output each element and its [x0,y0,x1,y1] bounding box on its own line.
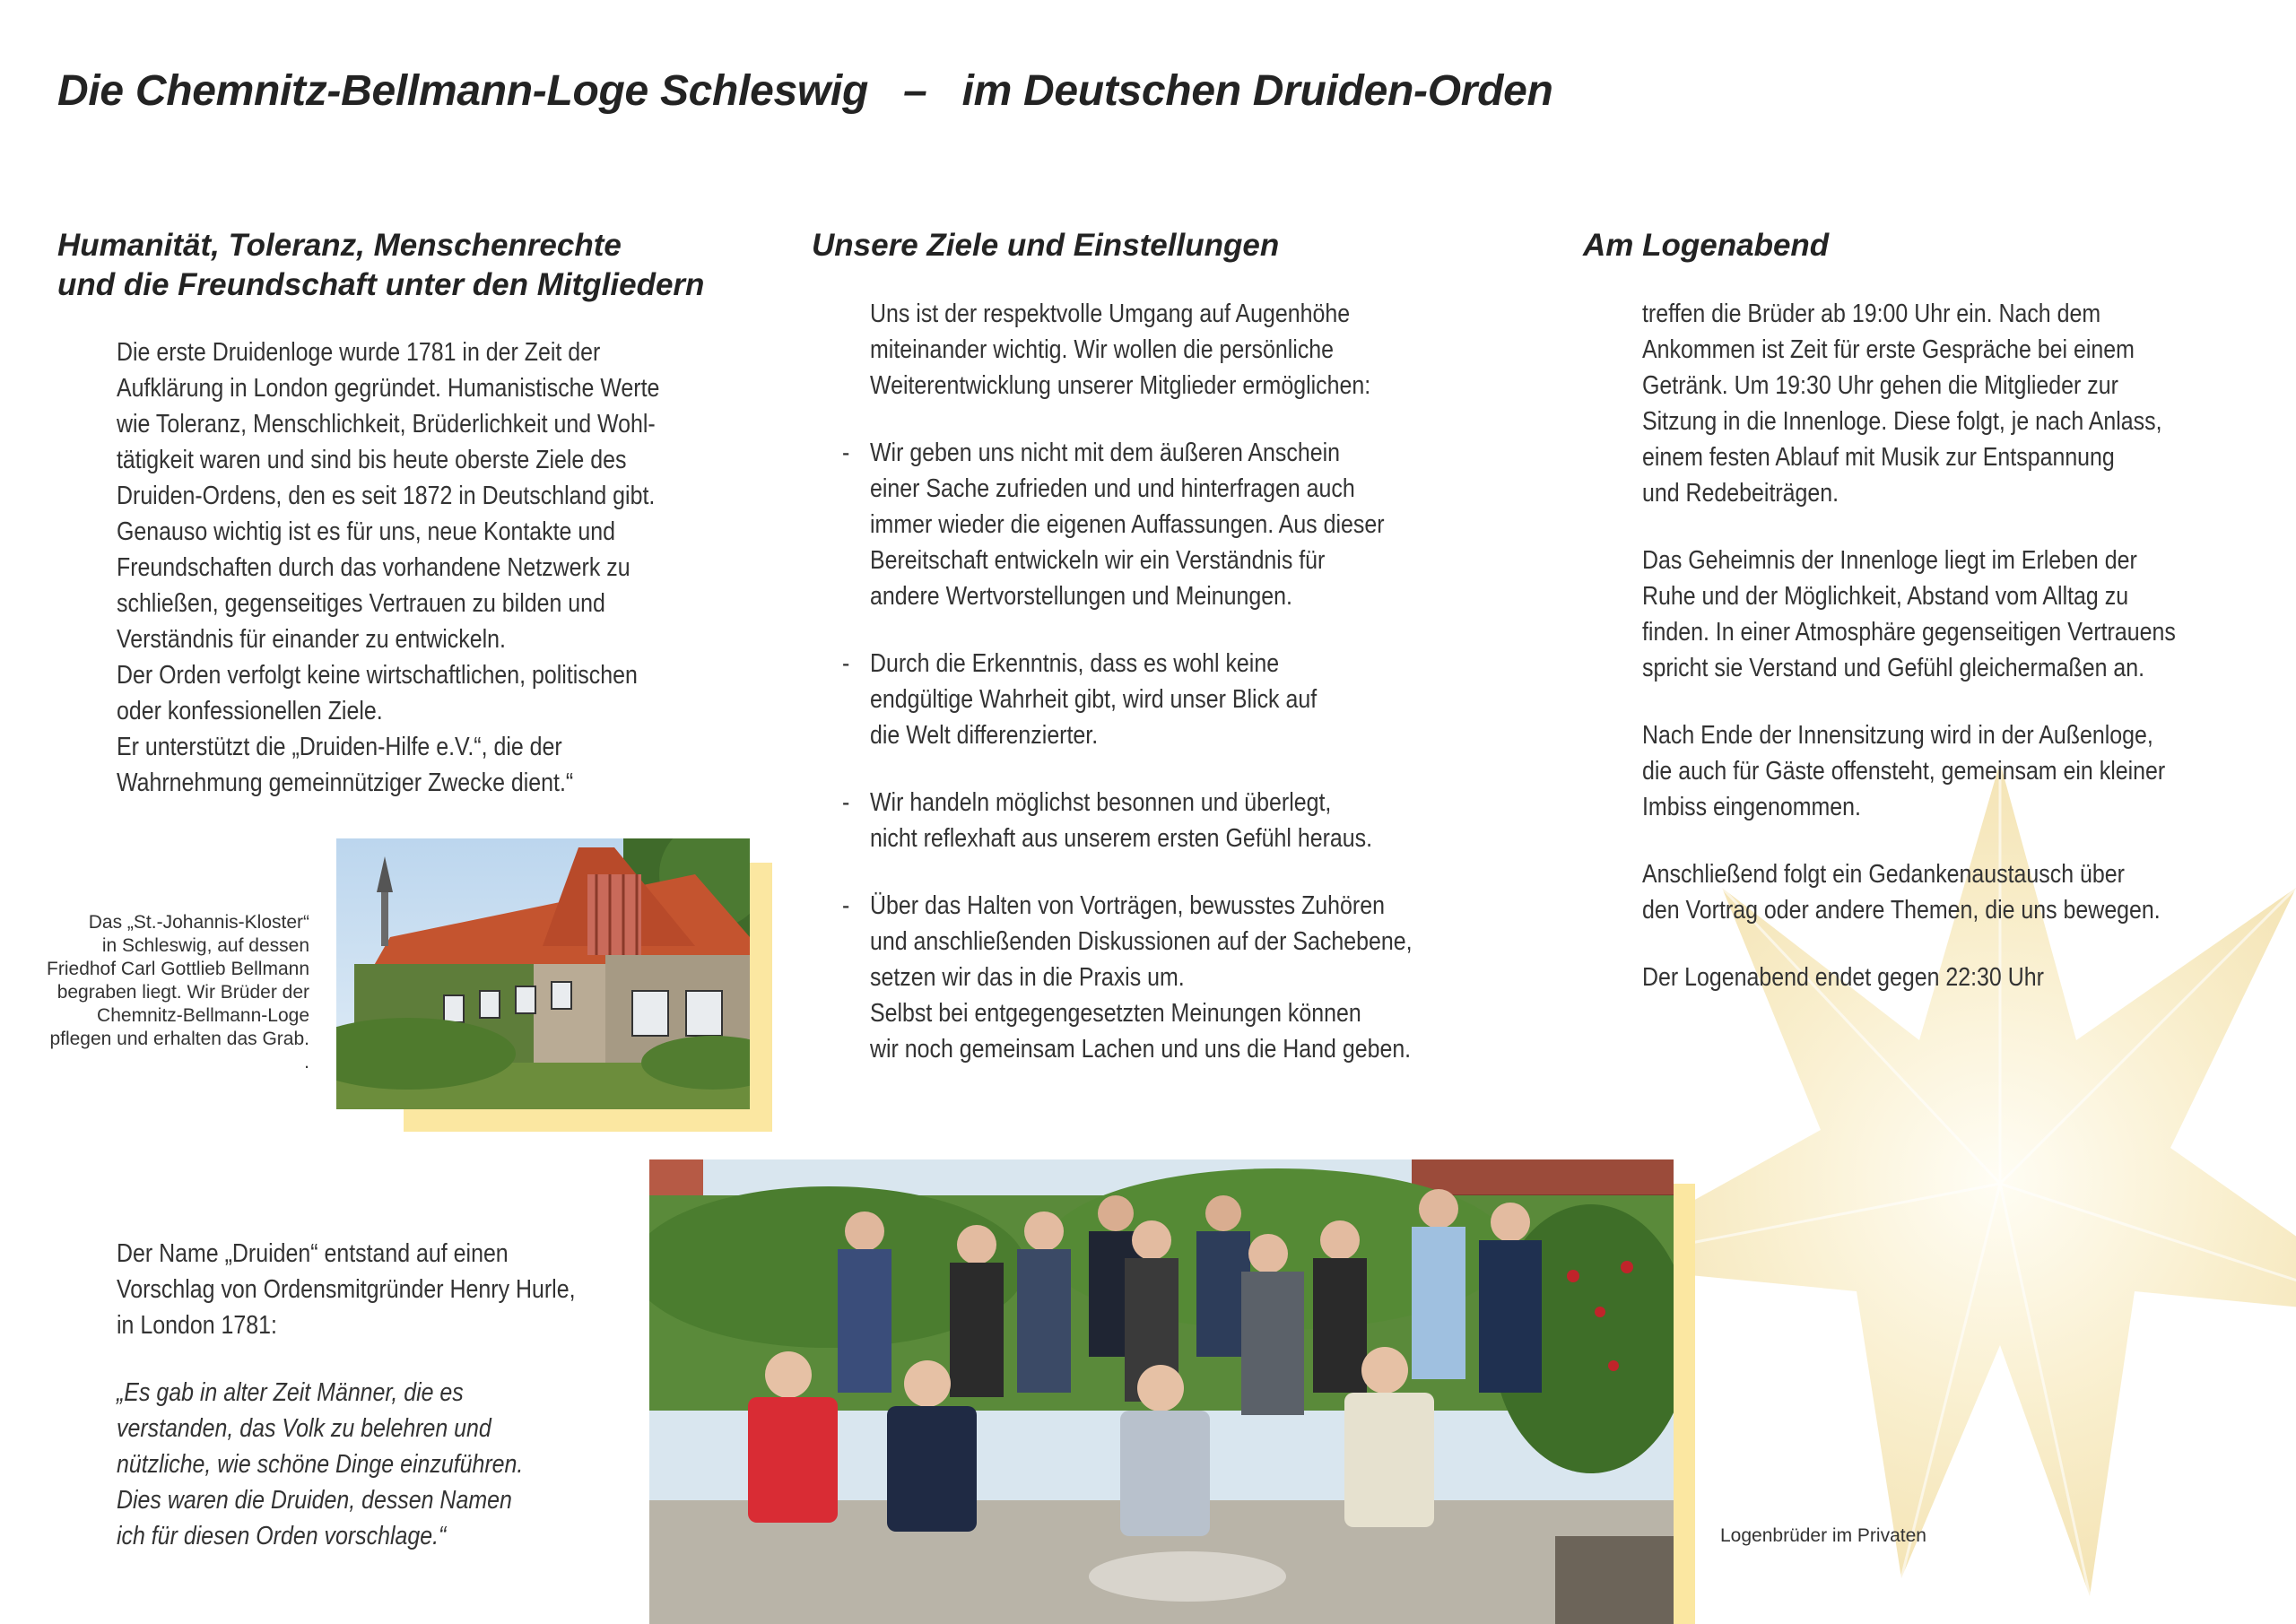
text-line: Weiterentwicklung unserer Mitglieder ermöglichen: [870,371,1371,400]
text-line: treffen die Brüder ab 19:00 Uhr ein. Nach dem [1642,300,2101,328]
col3-paragraph [1642,856,2176,928]
caption-line: Chemnitz-Bellmann-Loge [97,1005,309,1026]
bullet-dash: - [842,891,850,920]
text-line: Die erste Druidenloge wurde 1781 in der Zeit der [117,338,601,367]
group-photo-caption: Logenbrüder im Privaten [1720,1525,1926,1546]
text-line: Wahrnehmung gemeinnütziger Zwecke dient.“ [117,769,574,797]
text-line: Der Logenabend endet gegen 22:30 Uhr [1642,963,2044,992]
col2-body [842,296,1413,1099]
bullet-item [842,888,1413,1067]
monastery-caption [47,911,309,1074]
text-line: Wir geben uns nicht mit dem äußeren Anschein [870,439,1341,467]
text-line: tätigkeit waren und sind bis heute oberste Ziele des [117,446,627,474]
text-line: Sitzung in die Innenloge. Diese folgt, je nach Anlass, [1642,407,2162,436]
text-line: setzen wir das in die Praxis um. [870,963,1185,992]
bullet-dash: - [842,649,850,678]
caption-line: . [304,1052,309,1073]
col1-heading-line: und die Freundschaft unter den Mitgliedern [57,267,705,302]
text-line: miteinander wichtig. Wir wollen die persönliche [870,335,1335,364]
text-line: Selbst bei entgegengesetzten Meinungen können [870,999,1361,1028]
text-line: einem festen Ablauf mit Musik zur Entspannung [1642,443,2115,472]
text-line: Ruhe und der Möglichkeit, Abstand vom Alltag zu [1642,582,2129,611]
text-line: finden. In einer Atmosphäre gegenseitigen Vertrauens [1642,618,2176,647]
text-line: wir noch gemeinsam Lachen und uns die Hand geben. [870,1035,1412,1064]
druid-name-intro [117,1236,576,1343]
text-line: Druiden-Ordens, den es seit 1872 in Deutschland gibt. [117,482,656,510]
text-line: die Welt differenzierter. [870,721,1099,750]
bullet-dash: - [842,788,850,817]
col1-heading-line: Humanität, Toleranz, Menschenrechte [57,228,622,263]
text-line: Durch die Erkenntnis, dass es wohl keine [870,649,1280,678]
text-line: Wir handeln möglichst besonnen und überlegt, [870,788,1332,817]
page-title: Die Chemnitz-Bellmann-Loge Schleswig – im Deutschen Druiden-Orden [57,67,1553,115]
text-line: Dies waren die Druiden, dessen Namen [117,1486,512,1515]
text-line: andere Wertvorstellungen und Meinungen. [870,582,1292,611]
caption-line: in Schleswig, auf dessen [101,935,309,956]
text-line: die auch für Gäste offensteht, gemeinsam ein kleiner [1642,757,2166,786]
caption-line: Das „St.-Johannis-Kloster“ [88,912,309,933]
bullet-item [842,785,1413,856]
text-line: Ankommen ist Zeit für erste Gespräche bei einem [1642,335,2135,364]
text-line: Der Orden verfolgt keine wirtschaftlichen, politischen [117,661,638,690]
col3-body [1642,296,2176,1027]
text-line: nicht reflexhaft aus unserem ersten Gefühl heraus. [870,824,1373,853]
text-line: verstanden, das Volk zu belehren und [117,1414,491,1443]
col1-body [117,334,659,801]
col3-paragraph [1642,543,2176,686]
monastery-photo [336,838,750,1109]
text-line: in London 1781: [117,1311,277,1340]
text-line: Der Name „Druiden“ entstand auf einen [117,1239,509,1268]
text-line: Genauso wichtig ist es für uns, neue Kontakte und [117,517,615,546]
text-line: Verständnis für einander zu entwickeln. [117,625,506,654]
caption-line: pflegen und erhalten das Grab. [49,1029,309,1049]
text-line: Bereitschaft entwickeln wir ein Verständnis für [870,546,1326,575]
text-line: Uns ist der respektvolle Umgang auf Augenhöhe [870,300,1351,328]
text-line: und anschließenden Diskussionen auf der Sachebene, [870,927,1413,956]
text-line: Imbiss eingenommen. [1642,793,1861,821]
col3-paragraph [1642,296,2176,511]
col2-intro [870,296,1413,404]
text-line: nützliche, wie schöne Dinge einzuführen. [117,1450,524,1479]
text-line: und Redebeiträgen. [1642,479,1839,508]
caption-line: begraben liegt. Wir Brüder der [57,982,309,1003]
col3-paragraph [1642,960,2176,995]
text-line: Anschließend folgt ein Gedankenaustausch über [1642,860,2125,889]
text-line: Über das Halten von Vorträgen, bewusstes Zuhören [870,891,1385,920]
text-line: Aufklärung in London gegründet. Humanistische Werte [117,374,660,403]
text-line: „Es gab in alter Zeit Männer, die es [117,1378,464,1407]
text-line: wie Toleranz, Menschlichkeit, Brüderlichkeit und Wohl- [117,410,656,439]
col3-paragraph [1642,717,2176,825]
text-line: Das Geheimnis der Innenloge liegt im Erleben der [1642,546,2137,575]
bullet-item [842,646,1413,753]
text-line: den Vortrag oder andere Themen, die uns bewegen. [1642,896,2161,925]
text-line: Er unterstützt die „Druiden-Hilfe e.V.“, die der [117,733,562,761]
col3-heading: Am Logenabend [1583,228,1830,263]
col2-heading: Unsere Ziele und Einstellungen [812,228,1280,263]
bullet-dash: - [842,439,850,467]
text-line: einer Sache zufrieden und und hinterfragen auch [870,474,1355,503]
text-line: Freundschaften durch das vorhandene Netzwerk zu [117,553,631,582]
text-line: spricht sie Verstand und Gefühl gleichermaßen an. [1642,654,2145,682]
group-photo [649,1159,1674,1624]
text-line: Getränk. Um 19:30 Uhr gehen die Mitglieder zur [1642,371,2118,400]
text-line: Vorschlag von Ordensmitgründer Henry Hurle, [117,1275,576,1304]
druid-quote [117,1375,523,1554]
text-line: Nach Ende der Innensitzung wird in der Außenloge, [1642,721,2153,750]
bullet-item [842,435,1413,614]
text-line: endgültige Wahrheit gibt, wird unser Blick auf [870,685,1318,714]
caption-line: Friedhof Carl Gottlieb Bellmann [47,959,309,979]
text-line: oder konfessionellen Ziele. [117,697,383,725]
col1-heading [57,226,704,305]
text-line: immer wieder die eigenen Auffassungen. Aus dieser [870,510,1385,539]
text-line: schließen, gegenseitiges Vertrauen zu bilden und [117,589,605,618]
photo-shadow [1674,1184,1695,1624]
text-line: ich für diesen Orden vorschlage.“ [117,1522,447,1550]
